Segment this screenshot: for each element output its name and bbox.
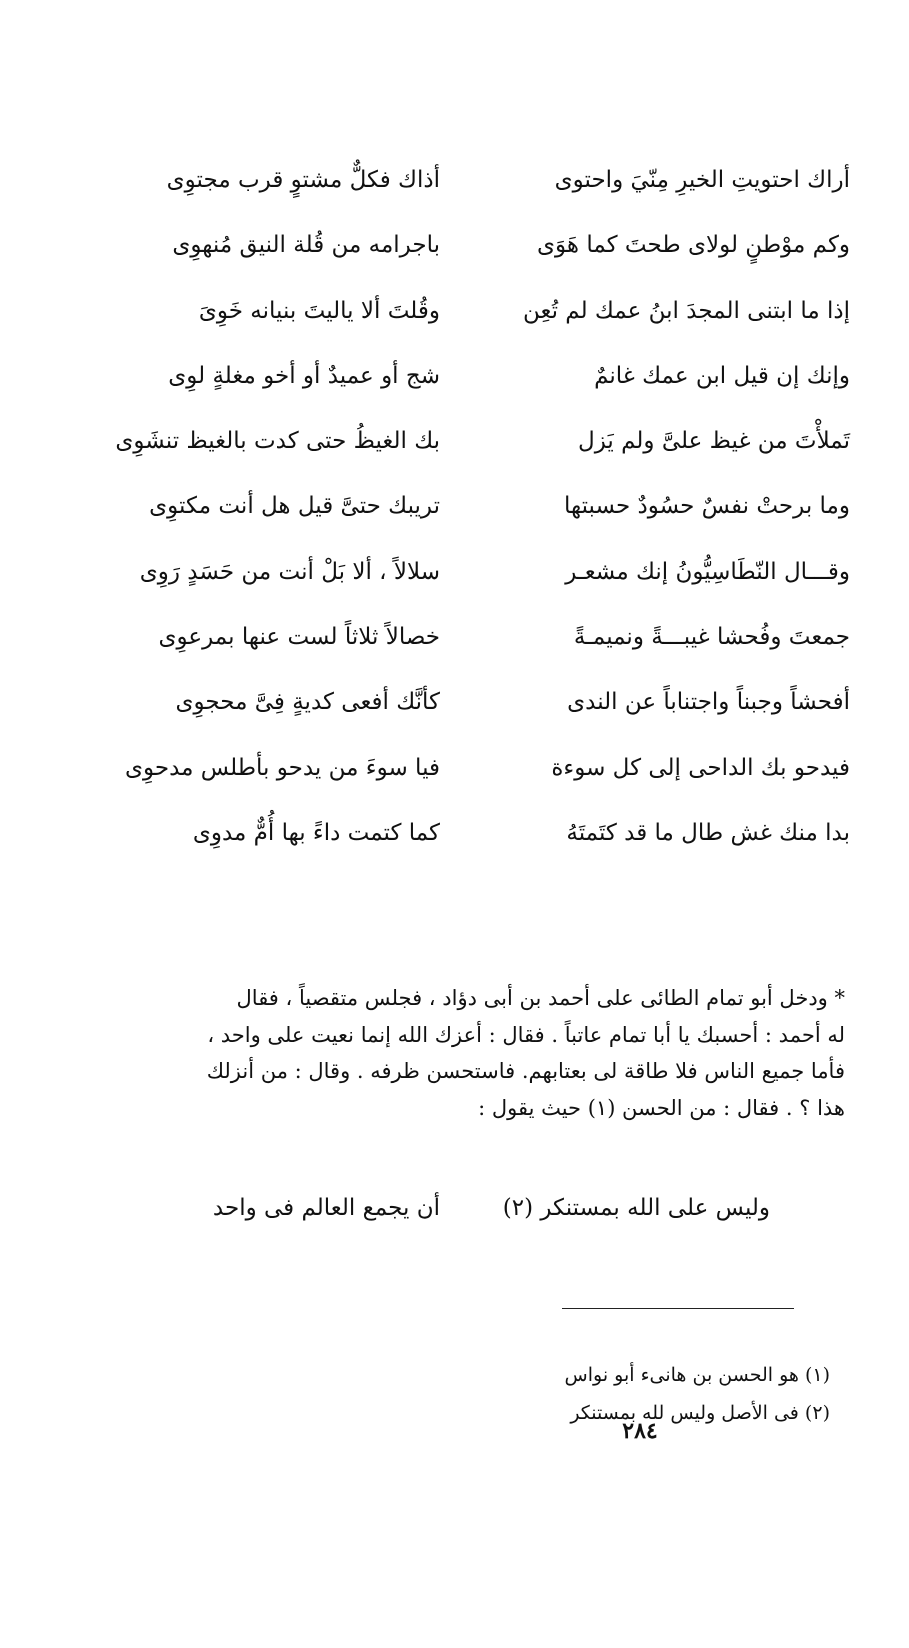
prose-line: فأما جميع الناس فلا طاقة لى بعتابهم. فاستحسن ظرفه . وقال : من أنزلك [206, 1059, 845, 1083]
verse [60, 488, 850, 553]
quoted-verse [110, 1190, 770, 1230]
verse-first-hemistich: تَملأْتَ من غيظ علىَّ ولم يَزل [578, 428, 850, 455]
verse-second-hemistich: كأنَّك أفعى كديةٍ فِىَّ محجوِى [175, 689, 440, 716]
verse-first-hemistich: وما برحتْ نفسٌ حسُودٌ حسبتها [563, 493, 850, 520]
footnote: (١) هو الحسن بن هانىء أبو نواس [564, 1364, 830, 1386]
verse-first-hemistich: إذا ما ابتنى المجدَ ابنُ عمك لم تُعِن [522, 297, 850, 324]
poem [60, 162, 850, 880]
page-number: ٢٨٤ [622, 1418, 658, 1444]
verse-first-hemistich: جمعتَ وفُحشا غيبـــةً ونميمـةً [573, 624, 850, 651]
verse-second-hemistich: تريبك حتىَّ قيل هل أنت مكتوِى [149, 493, 440, 520]
verse-first-hemistich: أفحشاً وجبناً واجتناباً عن الندى [567, 689, 850, 716]
verse-second-hemistich: خصالاً ثلاثاً لست عنها بمرعوِى [158, 624, 440, 651]
verse-first-hemistich: وكم موْطنٍ لولاى طحتَ كما هَوَى [537, 232, 850, 259]
quoted-verse-second-hemistich: أن يجمع العالم فى واحد [212, 1195, 440, 1221]
footnote-separator [562, 1308, 794, 1309]
prose-line: * ودخل أبو تمام الطائى على أحمد بن أبى دؤاد ، فجلس متقصياً ، فقال [236, 986, 845, 1010]
verse [60, 162, 850, 227]
verse-second-hemistich: سلالاً ، ألا بَلْ أنت من حَسَدٍ رَوِى [139, 558, 440, 585]
verse [60, 619, 850, 684]
verse [60, 684, 850, 749]
verse [60, 423, 850, 488]
prose-line: له أحمد : أحسبك يا أبا تمام عاتباً . فقال : أعزك الله إنما نعيت على واحد ، [207, 1022, 845, 1047]
verse-second-hemistich: بك الغيظُ حتى كدت بالغيظ تنشَوِى [115, 428, 440, 455]
verse-second-hemistich: فيا سوءَ من يدحو بأطلس مدحوِى [124, 754, 440, 781]
quoted-verse-first-hemistich: وليس على الله بمستنكر (٢) [502, 1195, 770, 1221]
verse-first-hemistich: وقـــال النّطَاسِيُّونُ إنك مشعـر [565, 558, 850, 585]
verse [60, 815, 850, 880]
verse-second-hemistich: وقُلتَ ألا ياليتَ بنيانه خَوِىَ [198, 297, 440, 324]
prose-paragraph [75, 980, 845, 1126]
verse-first-hemistich: بدا منك غش طال ما قد كتَمتَهُ [566, 819, 850, 846]
verse-second-hemistich: أذاك فكلٌّ مشتوٍ قرب مجتوِى [166, 167, 440, 193]
verse-first-hemistich: فيدحو بك الداحى إلى كل سوءة [551, 754, 850, 781]
verse [60, 227, 850, 292]
verse [60, 554, 850, 619]
verse-second-hemistich: شج أو عميدٌ أو أخو مغلةٍ لوِى [168, 362, 440, 389]
verse [60, 750, 850, 815]
verse-second-hemistich: كما كتمت داءً بها أُمٌّ مدوِى [192, 819, 440, 846]
verse-first-hemistich: أراك احتويتِ الخيرِ مِنّيَ واحتوى [554, 167, 850, 193]
verse [60, 293, 850, 358]
verse-first-hemistich: وإنك إن قيل ابن عمك غانمٌ [594, 362, 850, 389]
verse-second-hemistich: باجرامه من قُلة النيق مُنهوِى [172, 232, 440, 259]
footnote: (٢) فى الأصل وليس لله بمستنكر [570, 1402, 830, 1424]
verse [60, 358, 850, 423]
prose-line: هذا ؟ . فقال : من الحسن (١) حيث يقول : [478, 1095, 845, 1120]
